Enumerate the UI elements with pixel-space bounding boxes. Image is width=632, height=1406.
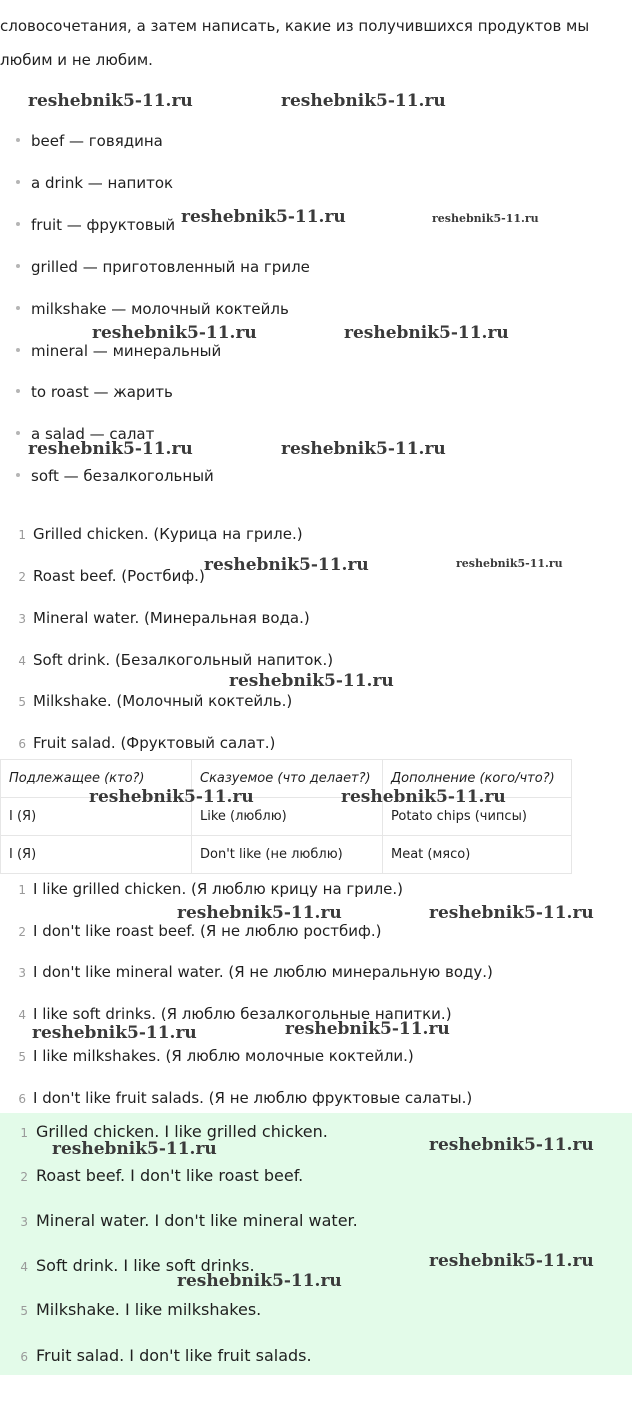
bullet-icon (16, 264, 20, 268)
table-cell: Don't like (не люблю) (192, 836, 383, 874)
watermark: reshebnik5-11.ru (89, 787, 254, 807)
table-cell: Meat (мясо) (383, 836, 572, 874)
list-item: a salad — салат (16, 424, 154, 444)
list-item: 3 I don't like mineral water. (Я не люблю минеральную воду.) (18, 963, 493, 981)
list-item: 1 Grilled chicken. I like grilled chicken. (20, 1122, 328, 1141)
table-cell: Like (люблю) (192, 798, 383, 836)
watermark: reshebnik5-11.ru (429, 903, 594, 923)
table-header-cell: Дополнение (кого/что?) (383, 760, 572, 798)
watermark: reshebnik5-11.ru (281, 91, 446, 111)
watermark: reshebnik5-11.ru (28, 91, 193, 111)
list-item: 1 I like grilled chicken. (Я люблю крицу на гриле.) (18, 880, 404, 898)
watermark: reshebnik5-11.ru (92, 323, 257, 343)
list-item: 5 Milkshake. I like milkshakes. (20, 1300, 262, 1319)
watermark: reshebnik5-11.ru (341, 787, 506, 807)
grammar-table (0, 759, 572, 874)
table-cell: I (Я) (1, 836, 192, 874)
bullet-icon (16, 473, 20, 477)
watermark: reshebnik5-11.ru (204, 555, 369, 575)
watermark: reshebnik5-11.ru (432, 212, 539, 225)
watermark: reshebnik5-11.ru (52, 1139, 217, 1159)
list-item: fruit — фруктовый (16, 215, 175, 235)
intro-text (0, 0, 632, 80)
intro-line-1: словосочетания, а затем написать, какие из получившихся продуктов мы (0, 17, 590, 35)
list-item: beef — говядина (16, 131, 163, 151)
list-item: 2 Roast beef. I don't like roast beef. (20, 1166, 304, 1185)
list-item: milkshake — молочный коктейль (16, 299, 289, 319)
list-item: 3 Mineral water. (Минеральная вода.) (18, 609, 310, 627)
intro-line-2: любим и не любим. (0, 51, 153, 69)
bullet-icon (16, 222, 20, 226)
list-item: 2 I don't like roast beef. (Я не люблю ростбиф.) (18, 922, 382, 940)
list-item: 5 I like milkshakes. (Я люблю молочные коктейли.) (18, 1047, 414, 1065)
watermark: reshebnik5-11.ru (181, 207, 346, 227)
list-item: a drink — напиток (16, 173, 173, 193)
table-cell: I (Я) (1, 798, 192, 836)
list-item: 3 Mineral water. I don't like mineral water. (20, 1211, 358, 1230)
watermark: reshebnik5-11.ru (177, 903, 342, 923)
watermark: reshebnik5-11.ru (429, 1135, 594, 1155)
list-item: soft — безалкогольный (16, 466, 214, 486)
watermark: reshebnik5-11.ru (32, 1023, 197, 1043)
list-item: 1 Grilled chicken. (Курица на гриле.) (18, 525, 303, 543)
bullet-icon (16, 348, 20, 352)
list-item: 6 I don't like fruit salads. (Я не люблю фруктовые салаты.) (18, 1089, 473, 1107)
table-header-cell: Подлежащее (кто?) (1, 760, 192, 798)
watermark: reshebnik5-11.ru (281, 439, 446, 459)
bullet-icon (16, 138, 20, 142)
watermark: reshebnik5-11.ru (229, 671, 394, 691)
watermark: reshebnik5-11.ru (456, 557, 563, 570)
table-cell: Potato chips (чипсы) (383, 798, 572, 836)
bullet-icon (16, 389, 20, 393)
list-item: 4 I like soft drinks. (Я люблю безалкогольные напитки.) (18, 1005, 452, 1023)
bullet-icon (16, 306, 20, 310)
bullet-icon (16, 180, 20, 184)
list-item: 4 Soft drink. (Безалкогольный напиток.) (18, 651, 334, 669)
list-item: 2 Roast beef. (Ростбиф.) (18, 567, 205, 585)
list-item: mineral — минеральный (16, 341, 221, 361)
list-item: to roast — жарить (16, 382, 173, 402)
list-item: grilled — приготовленный на гриле (16, 257, 310, 277)
watermark: reshebnik5-11.ru (344, 323, 509, 343)
watermark: reshebnik5-11.ru (177, 1271, 342, 1291)
list-item: 5 Milkshake. (Молочный коктейль.) (18, 692, 293, 710)
table-header-cell: Сказуемое (что делает?) (192, 760, 383, 798)
list-item: 6 Fruit salad. I don't like fruit salads. (20, 1346, 312, 1365)
table-row (1, 836, 572, 874)
list-item: 4 Soft drink. I like soft drinks. (20, 1256, 255, 1275)
bullet-icon (16, 431, 20, 435)
list-item: 6 Fruit salad. (Фруктовый салат.) (18, 734, 276, 752)
watermark: reshebnik5-11.ru (285, 1019, 450, 1039)
watermark: reshebnik5-11.ru (429, 1251, 594, 1271)
watermark: reshebnik5-11.ru (28, 439, 193, 459)
